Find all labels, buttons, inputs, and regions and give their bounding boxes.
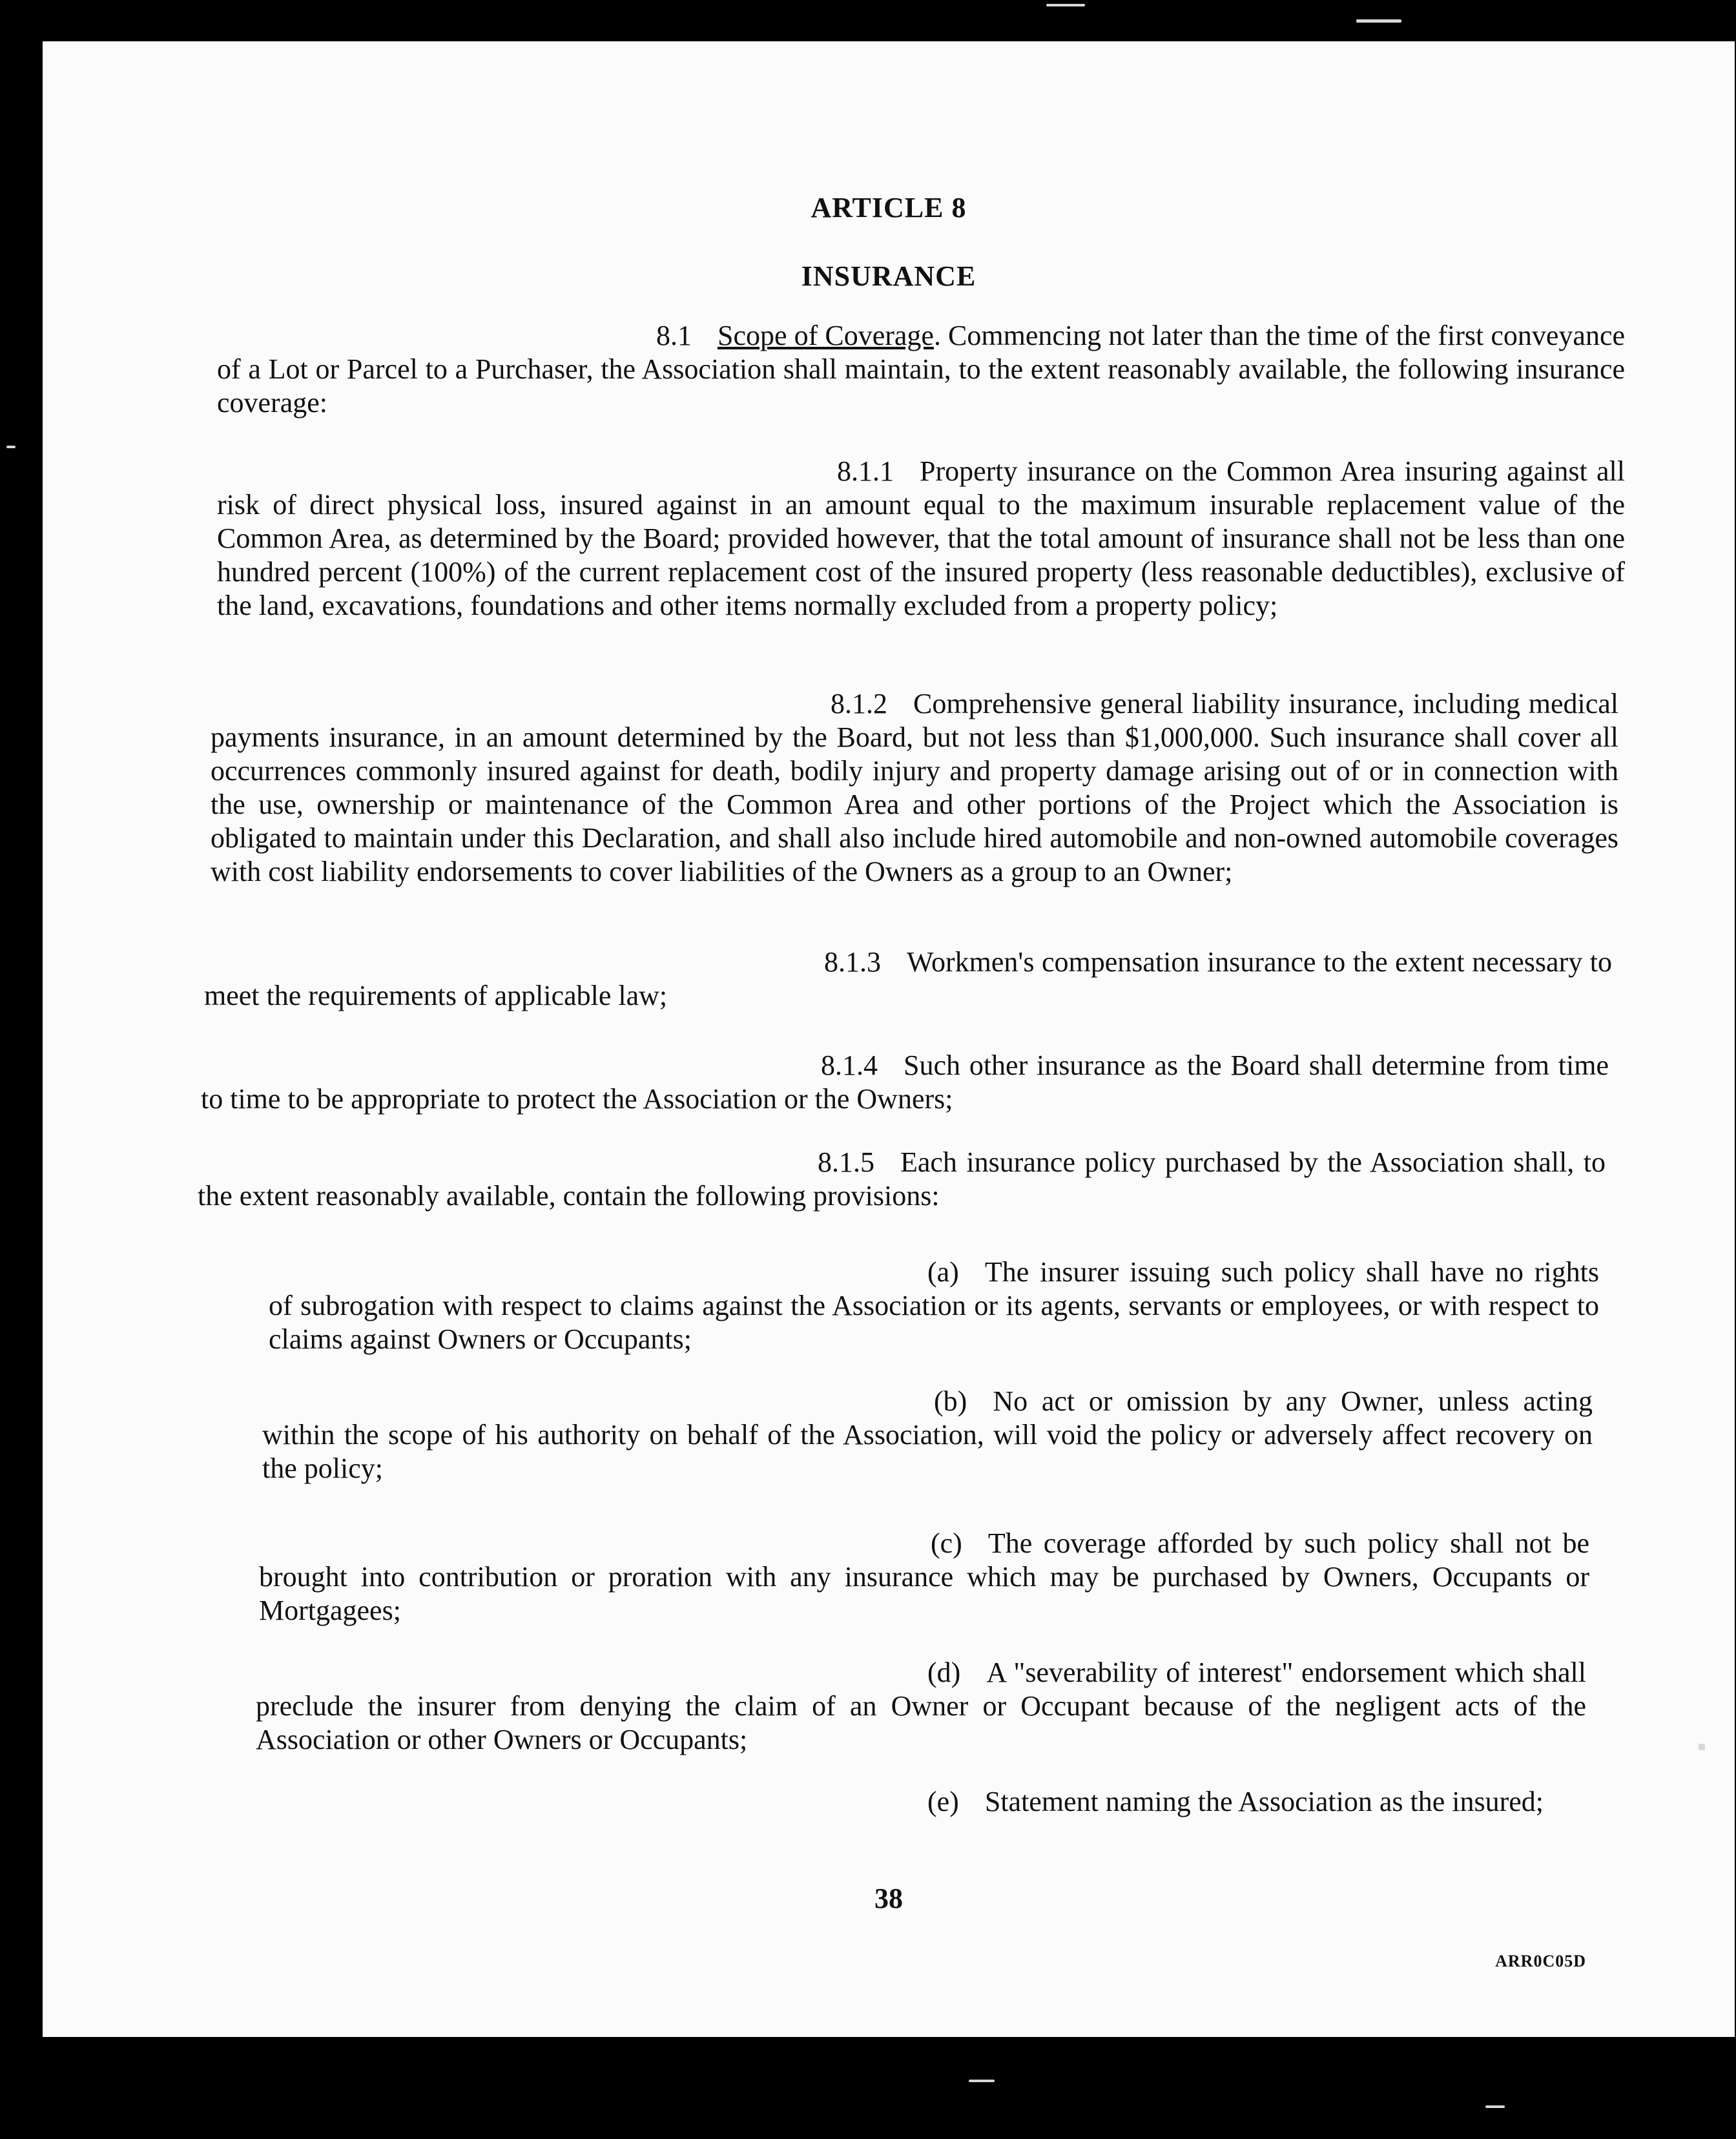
- section-8-1: [217, 319, 1625, 420]
- section-8-1-3: [204, 946, 1612, 1013]
- section-number: 8.1: [656, 320, 692, 351]
- section-8-1-5: [198, 1146, 1606, 1213]
- scan-speck: [6, 446, 16, 448]
- section-number: 8.1.1: [837, 455, 894, 487]
- article-title: ARTICLE 8: [811, 192, 967, 223]
- provision-letter: (e): [927, 1786, 959, 1817]
- section-title: INSURANCE: [801, 260, 976, 292]
- provision-text: Statement naming the Association as the insured;: [984, 1786, 1544, 1817]
- provision-letter: (c): [931, 1527, 962, 1559]
- scan-speck: [1699, 1744, 1705, 1750]
- section-text: Workmen's compensation insurance to the extent necessary to meet the requirements of applicable law;: [204, 946, 1612, 1011]
- provision-c: [259, 1527, 1589, 1628]
- provision-a: [269, 1256, 1599, 1356]
- provision-d: [256, 1656, 1586, 1757]
- section-number: 8.1.5: [818, 1146, 874, 1178]
- section-8-1-1: [217, 455, 1625, 623]
- scan-speck: [1046, 4, 1085, 6]
- section-8-1-4: [201, 1049, 1609, 1116]
- section-text: Each insurance policy purchased by the Association shall, to the extent reasonably available, contain the following provisions:: [198, 1146, 1606, 1212]
- section-text: Property insurance on the Common Area insuring against all risk of direct physical loss, insured against in an amount equal to the maximum insurable replacement value of the Common Area, as determined by the Board; provided however, that the total amount of insurance shall not be less than one hundred percent (100%) of the current replacement cost of the insured property (less reasonable deductibles), exclusive of the land, excavations, foundations and other items normally excluded from a property policy;: [217, 455, 1625, 621]
- provision-letter: (d): [927, 1657, 961, 1688]
- document-page: [43, 41, 1735, 2037]
- scan-speck: [969, 2080, 995, 2082]
- provision-letter: (b): [934, 1385, 967, 1417]
- provision-text: No act or omission by any Owner, unless acting within the scope of his authority on behalf of the Association, will void the policy or adversely affect recovery on the policy;: [262, 1385, 1593, 1484]
- section-number: 8.1.3: [824, 946, 881, 978]
- provision-text: The coverage afforded by such policy shall not be brought into contribution or proration with any insurance which may be purchased by Owners, Occupants or Mortgagees;: [259, 1527, 1589, 1626]
- section-text: Such other insurance as the Board shall determine from time to time to be appropriate to protect the Association or the Owners;: [201, 1049, 1609, 1115]
- section-heading: Scope of Coverage: [718, 320, 934, 351]
- scan-speck: [1485, 2105, 1505, 2108]
- section-number: 8.1.2: [831, 688, 887, 719]
- section-text: . Commencing not later than the time of the first conveyance of a Lot or Parcel to a Purchaser, the Association shall maintain, to the extent reasonably available, the following insurance coverage:: [217, 320, 1625, 418]
- section-8-1-2: [211, 687, 1618, 889]
- provision-text: The insurer issuing such policy shall have no rights of subrogation with respect to claims against the Association or its agents, servants or employees, or with respect to claims against Owners or Occupants;: [269, 1256, 1599, 1355]
- document-code: ARR0C05D: [1495, 1952, 1586, 1970]
- provision-e: [256, 1785, 1586, 1819]
- provision-text: A "severability of interest" endorsement which shall preclude the insurer from denying the claim of an Owner or Occupant because of the negligent acts of the Association or other Owners or Occupants;: [256, 1657, 1586, 1755]
- page-number: 38: [874, 1883, 903, 1914]
- provision-letter: (a): [927, 1256, 959, 1288]
- section-number: 8.1.4: [821, 1049, 878, 1081]
- scan-speck: [1356, 19, 1401, 23]
- section-text: Comprehensive general liability insurance, including medical payments insurance, in an amount determined by the Board, but not less than $1,000,000. Such insurance shall cover all occurrences commonly insured against for death, bodily injury and property damage arising out of or in connection with the use, ownership or maintenance of the Common Area and other portions of the Project which the Association is obligated to maintain under this Declaration, and shall also include hired automobile and non-owned automobile coverages with cost liability endorsements to cover liabilities of the Owners as a group to an Owner;: [211, 688, 1618, 887]
- provision-b: [262, 1385, 1593, 1485]
